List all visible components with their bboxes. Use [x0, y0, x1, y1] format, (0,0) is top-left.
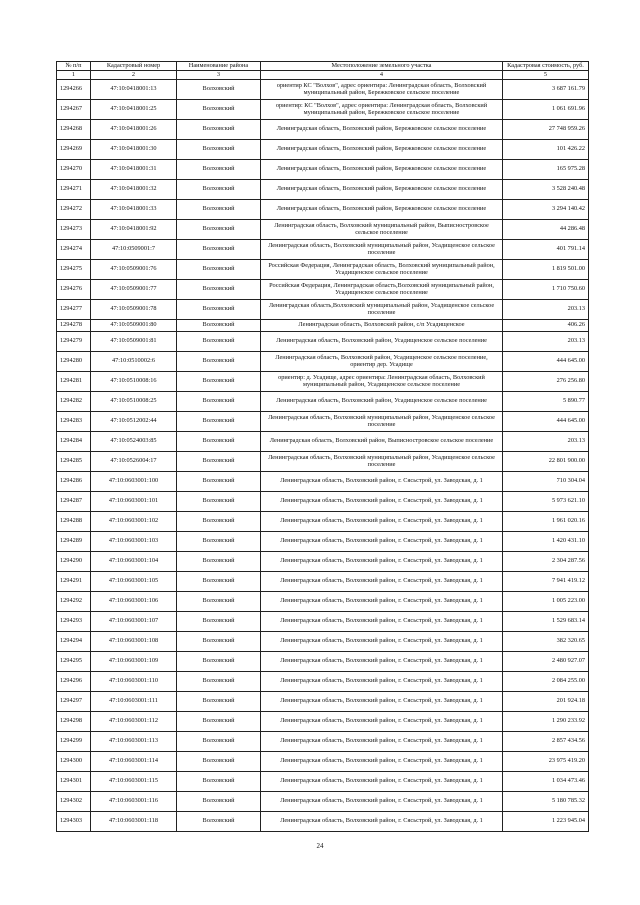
location-cell: Ленинградская область, Волховский район, г. Сясьстрой, ул. Заводская, д. 1	[261, 652, 503, 672]
cadastral-value-cell: 3 528 240.48	[503, 180, 589, 200]
location-cell: Ленинградская область, Волховский район, г. Сясьстрой, ул. Заводская, д. 1	[261, 472, 503, 492]
row-number-cell: 1294276	[57, 280, 91, 300]
table-row	[57, 492, 589, 512]
row-number-cell: 1294275	[57, 260, 91, 280]
cadastral-number-cell: 47:10:0509001:80	[91, 320, 177, 332]
district-cell: Волховский	[177, 220, 261, 240]
location-cell: Ленинградская область, Волховский район, г. Сясьстрой, ул. Заводская, д. 1	[261, 772, 503, 792]
row-number-cell: 1294283	[57, 412, 91, 432]
cadastral-number-cell: 47:10:0510008:16	[91, 372, 177, 392]
district-cell: Волховский	[177, 792, 261, 812]
cadastral-value-cell: 5 890.77	[503, 392, 589, 412]
row-number-cell: 1294287	[57, 492, 91, 512]
cadastral-number-cell: 47:10:0603001:103	[91, 532, 177, 552]
row-number-cell: 1294296	[57, 672, 91, 692]
column-number: 3	[177, 71, 261, 80]
district-cell: Волховский	[177, 732, 261, 752]
district-cell: Волховский	[177, 432, 261, 452]
row-number-cell: 1294302	[57, 792, 91, 812]
district-cell: Волховский	[177, 572, 261, 592]
district-cell: Волховский	[177, 352, 261, 372]
cadastral-number-cell: 47:10:0603001:118	[91, 812, 177, 832]
district-cell: Волховский	[177, 552, 261, 572]
page-number: 24	[316, 842, 324, 850]
district-cell: Волховский	[177, 412, 261, 432]
cadastral-number-cell: 47:10:0603001:101	[91, 492, 177, 512]
table-row	[57, 320, 589, 332]
location-cell: Ленинградская область, Волховский муниципальный район, Усадищенское сельское поселение	[261, 452, 503, 472]
location-cell: Российская Федерация, Ленинградская область,Волховский муниципальный район, Усадищенское сельское поселение	[261, 280, 503, 300]
cadastral-value-cell: 1 223 945.04	[503, 812, 589, 832]
table-row	[57, 392, 589, 412]
cadastral-value-cell: 2 857 434.56	[503, 732, 589, 752]
district-cell: Волховский	[177, 120, 261, 140]
location-cell: Ленинградская область, Волховский муниципальный район, Выписностровское сельское поселение	[261, 220, 503, 240]
district-cell: Волховский	[177, 300, 261, 320]
row-number-cell: 1294270	[57, 160, 91, 180]
cadastral-value-cell: 203.13	[503, 332, 589, 352]
district-cell: Волховский	[177, 672, 261, 692]
cadastral-number-cell: 47:10:0526004:17	[91, 452, 177, 472]
cadastral-number-cell: 47:10:0603001:107	[91, 612, 177, 632]
table-row	[57, 592, 589, 612]
cadastral-number-cell: 47:10:0603001:105	[91, 572, 177, 592]
location-cell: Ленинградская область, Волховский район, г. Сясьстрой, ул. Заводская, д. 1	[261, 552, 503, 572]
cadastral-value-cell: 2 084 255.00	[503, 672, 589, 692]
cadastral-value-cell: 203.13	[503, 432, 589, 452]
row-number-cell: 1294281	[57, 372, 91, 392]
cadastral-value-table	[56, 61, 589, 832]
row-number-cell: 1294300	[57, 752, 91, 772]
table-row	[57, 612, 589, 632]
cadastral-number-cell: 47:10:0603001:102	[91, 512, 177, 532]
location-cell: Ленинградская область, Волховский муниципальный район, Усадищенское сельское поселение	[261, 240, 503, 260]
district-cell: Волховский	[177, 652, 261, 672]
row-number-cell: 1294277	[57, 300, 91, 320]
row-number-cell: 1294301	[57, 772, 91, 792]
district-cell: Волховский	[177, 712, 261, 732]
district-cell: Волховский	[177, 260, 261, 280]
district-cell: Волховский	[177, 372, 261, 392]
cadastral-number-cell: 47:10:0509001:78	[91, 300, 177, 320]
row-number-cell: 1294273	[57, 220, 91, 240]
cadastral-value-cell: 444 645.00	[503, 412, 589, 432]
district-cell: Волховский	[177, 140, 261, 160]
cadastral-value-cell: 2 480 927.07	[503, 652, 589, 672]
cadastral-number-cell: 47:10:0418001:31	[91, 160, 177, 180]
table-row	[57, 772, 589, 792]
header-location: Местоположение земельного участка	[261, 62, 503, 71]
cadastral-number-cell: 47:10:0603001:111	[91, 692, 177, 712]
district-cell: Волховский	[177, 752, 261, 772]
cadastral-number-cell: 47:10:0418001:26	[91, 120, 177, 140]
district-cell: Волховский	[177, 332, 261, 352]
cadastral-value-cell: 3 687 161.79	[503, 80, 589, 100]
row-number-cell: 1294291	[57, 572, 91, 592]
cadastral-number-cell: 47:10:0603001:116	[91, 792, 177, 812]
location-cell: Ленинградская область, Волховский район, г. Сясьстрой, ул. Заводская, д. 1	[261, 672, 503, 692]
table-row	[57, 100, 589, 120]
cadastral-number-cell: 47:10:0524003:85	[91, 432, 177, 452]
location-cell: ориентир: КС "Волхов", адрес ориентира: Ленинградская область, Волховский муниципальный район, Бережковское сельское поселение	[261, 100, 503, 120]
row-number-cell: 1294279	[57, 332, 91, 352]
district-cell: Волховский	[177, 180, 261, 200]
table-row	[57, 160, 589, 180]
cadastral-value-cell: 382 320.65	[503, 632, 589, 652]
cadastral-number-cell: 47:10:0603001:110	[91, 672, 177, 692]
cadastral-value-cell: 5 180 785.32	[503, 792, 589, 812]
cadastral-value-cell: 1 005 223.00	[503, 592, 589, 612]
table-row	[57, 140, 589, 160]
row-number-cell: 1294295	[57, 652, 91, 672]
row-number-cell: 1294289	[57, 532, 91, 552]
row-number-cell: 1294268	[57, 120, 91, 140]
cadastral-value-cell: 203.13	[503, 300, 589, 320]
row-number-cell: 1294269	[57, 140, 91, 160]
table-row	[57, 812, 589, 832]
district-cell: Волховский	[177, 692, 261, 712]
table-row	[57, 732, 589, 752]
district-cell: Волховский	[177, 512, 261, 532]
cadastral-value-cell: 27 748 959.26	[503, 120, 589, 140]
cadastral-value-cell: 7 941 419.12	[503, 572, 589, 592]
location-cell: Ленинградская область,Волховский муниципальный район, Усадищенское сельское поселение	[261, 300, 503, 320]
row-number-cell: 1294282	[57, 392, 91, 412]
column-number: 2	[91, 71, 177, 80]
cadastral-value-cell: 1 819 501.00	[503, 260, 589, 280]
table-row	[57, 532, 589, 552]
row-number-cell: 1294285	[57, 452, 91, 472]
location-cell: Ленинградская область, Волховский район, Бережковское сельское поселение	[261, 140, 503, 160]
row-number-cell: 1294298	[57, 712, 91, 732]
cadastral-value-cell: 5 973 621.10	[503, 492, 589, 512]
cadastral-value-cell: 1 290 233.92	[503, 712, 589, 732]
district-cell: Волховский	[177, 80, 261, 100]
row-number-cell: 1294293	[57, 612, 91, 632]
location-cell: Ленинградская область, Волховский район, г. Сясьстрой, ул. Заводская, д. 1	[261, 692, 503, 712]
location-cell: Российская Федерация, Ленинградская область, Волховский муниципальный район, Усадищенское сельское поселение	[261, 260, 503, 280]
cadastral-number-cell: 47:10:0603001:115	[91, 772, 177, 792]
district-cell: Волховский	[177, 392, 261, 412]
table-row	[57, 220, 589, 240]
column-number: 5	[503, 71, 589, 80]
cadastral-number-cell: 47:10:0418001:25	[91, 100, 177, 120]
cadastral-value-cell: 101 426.22	[503, 140, 589, 160]
location-cell: Ленинградская область, Волховский муниципальный район, Усадищенское сельское поселение	[261, 412, 503, 432]
location-cell: Ленинградская область, Волховский район, Бережковское сельское поселение	[261, 120, 503, 140]
cadastral-value-cell: 3 294 140.42	[503, 200, 589, 220]
cadastral-number-cell: 47:10:0418001:13	[91, 80, 177, 100]
cadastral-number-cell: 47:10:0512002:44	[91, 412, 177, 432]
header-district-name: Наименование района	[177, 62, 261, 71]
cadastral-value-cell: 401 791.14	[503, 240, 589, 260]
location-cell: Ленинградская область, Волховский район, г. Сясьстрой, ул. Заводская, д. 1	[261, 792, 503, 812]
cadastral-number-cell: 47:10:0418001:32	[91, 180, 177, 200]
column-number: 4	[261, 71, 503, 80]
row-number-cell: 1294266	[57, 80, 91, 100]
row-number-cell: 1294290	[57, 552, 91, 572]
column-number: 1	[57, 71, 91, 80]
row-number-cell: 1294272	[57, 200, 91, 220]
row-number-cell: 1294286	[57, 472, 91, 492]
location-cell: Ленинградская область, Волховский район, г. Сясьстрой, ул. Заводская, д. 1	[261, 512, 503, 532]
cadastral-number-cell: 47:10:0418001:33	[91, 200, 177, 220]
location-cell: Ленинградская область, Волховский район, Усадищенское сельское поселение	[261, 392, 503, 412]
location-cell: Ленинградская область, Волховский район, г. Сясьстрой, ул. Заводская, д. 1	[261, 492, 503, 512]
cadastral-value-cell: 276 256.80	[503, 372, 589, 392]
location-cell: Ленинградская область, Волховский район, Бережковское сельское поселение	[261, 160, 503, 180]
location-cell: Ленинградская область, Волховский район, Бережковское сельское поселение	[261, 200, 503, 220]
table-row	[57, 352, 589, 372]
row-number-cell: 1294274	[57, 240, 91, 260]
cadastral-number-cell: 47:10:0418001:92	[91, 220, 177, 240]
cadastral-value-cell: 710 304.04	[503, 472, 589, 492]
district-cell: Волховский	[177, 320, 261, 332]
cadastral-number-cell: 47:10:0603001:113	[91, 732, 177, 752]
table-row	[57, 332, 589, 352]
table-row	[57, 752, 589, 772]
cadastral-value-cell: 44 286.48	[503, 220, 589, 240]
table-row	[57, 80, 589, 100]
table-row	[57, 632, 589, 652]
district-cell: Волховский	[177, 160, 261, 180]
cadastral-number-cell: 47:10:0603001:100	[91, 472, 177, 492]
table-body	[57, 80, 589, 832]
row-number-cell: 1294299	[57, 732, 91, 752]
district-cell: Волховский	[177, 472, 261, 492]
table-row	[57, 512, 589, 532]
table-row	[57, 280, 589, 300]
table-row	[57, 372, 589, 392]
location-cell: Ленинградская область, Волховский район, г. Сясьстрой, ул. Заводская, д. 1	[261, 732, 503, 752]
column-numbers-row	[57, 71, 589, 80]
location-cell: Ленинградская область, Волховский район, г. Сясьстрой, ул. Заводская, д. 1	[261, 752, 503, 772]
cadastral-value-cell: 1 420 431.10	[503, 532, 589, 552]
table-row	[57, 240, 589, 260]
district-cell: Волховский	[177, 812, 261, 832]
row-number-cell: 1294271	[57, 180, 91, 200]
table-row	[57, 712, 589, 732]
row-number-cell: 1294280	[57, 352, 91, 372]
table-row	[57, 792, 589, 812]
location-cell: Ленинградская область, Волховский район, г. Сясьстрой, ул. Заводская, д. 1	[261, 712, 503, 732]
location-cell: Ленинградская область, Волховский район, с/п Усадищенское	[261, 320, 503, 332]
table-row	[57, 180, 589, 200]
location-cell: ориентир КС "Волхов", адрес ориентира: Ленинградская область, Волховский муниципальный район, Бережковское сельское поселение	[261, 80, 503, 100]
district-cell: Волховский	[177, 492, 261, 512]
location-cell: Ленинградская область, Волховский район, Усадищенское сельское поселение	[261, 332, 503, 352]
location-cell: Ленинградская область, Волховский район, Усадищенское сельское поселение, ориентир дер. Усадище	[261, 352, 503, 372]
location-cell: Ленинградская область, Волховский район, г. Сясьстрой, ул. Заводская, д. 1	[261, 532, 503, 552]
location-cell: Ленинградская область, Волховский район, Бережковское сельское поселение	[261, 180, 503, 200]
cadastral-value-cell: 1 710 750.60	[503, 280, 589, 300]
cadastral-number-cell: 47:10:0603001:114	[91, 752, 177, 772]
cadastral-value-cell: 1 529 683.14	[503, 612, 589, 632]
district-cell: Волховский	[177, 632, 261, 652]
table-row	[57, 452, 589, 472]
district-cell: Волховский	[177, 532, 261, 552]
cadastral-value-cell: 444 645.00	[503, 352, 589, 372]
cadastral-number-cell: 47:10:0509001:76	[91, 260, 177, 280]
row-number-cell: 1294297	[57, 692, 91, 712]
row-number-cell: 1294288	[57, 512, 91, 532]
cadastral-value-cell: 22 801 900.00	[503, 452, 589, 472]
header-cadastral-number: Кадастровый номер	[91, 62, 177, 71]
cadastral-value-cell: 1 034 473.46	[503, 772, 589, 792]
location-cell: Ленинградская область, Волховский район, г. Сясьстрой, ул. Заводская, д. 1	[261, 612, 503, 632]
header-row-number: № п/п	[57, 62, 91, 71]
row-number-cell: 1294303	[57, 812, 91, 832]
cadastral-value-cell: 406.26	[503, 320, 589, 332]
cadastral-number-cell: 47:10:0603001:106	[91, 592, 177, 612]
row-number-cell: 1294278	[57, 320, 91, 332]
location-cell: Ленинградская область, Волховский район, г. Сясьстрой, ул. Заводская, д. 1	[261, 632, 503, 652]
table-row	[57, 672, 589, 692]
cadastral-value-cell: 23 975 419.20	[503, 752, 589, 772]
cadastral-number-cell: 47:10:0603001:109	[91, 652, 177, 672]
cadastral-number-cell: 47:10:0603001:104	[91, 552, 177, 572]
table-row	[57, 552, 589, 572]
table-row	[57, 432, 589, 452]
cadastral-number-cell: 47:10:0509001:7	[91, 240, 177, 260]
table-header-row	[57, 62, 589, 71]
cadastral-number-cell: 47:10:0603001:112	[91, 712, 177, 732]
table-row	[57, 412, 589, 432]
table-row	[57, 260, 589, 280]
table-row	[57, 572, 589, 592]
district-cell: Волховский	[177, 100, 261, 120]
table-row	[57, 200, 589, 220]
row-number-cell: 1294284	[57, 432, 91, 452]
location-cell: Ленинградская область, Волховский район, г. Сясьстрой, ул. Заводская, д. 1	[261, 812, 503, 832]
cadastral-value-cell: 1 061 691.96	[503, 100, 589, 120]
row-number-cell: 1294292	[57, 592, 91, 612]
table-row	[57, 692, 589, 712]
cadastral-number-cell: 47:10:0418001:30	[91, 140, 177, 160]
cadastral-value-cell: 165 975.28	[503, 160, 589, 180]
cadastral-number-cell: 47:10:0603001:108	[91, 632, 177, 652]
district-cell: Волховский	[177, 240, 261, 260]
row-number-cell: 1294267	[57, 100, 91, 120]
table-row	[57, 300, 589, 320]
district-cell: Волховский	[177, 772, 261, 792]
district-cell: Волховский	[177, 612, 261, 632]
table-row	[57, 472, 589, 492]
header-cadastral-value: Кадастровая стоимость, руб.	[503, 62, 589, 71]
cadastral-number-cell: 47:10:0509001:77	[91, 280, 177, 300]
location-cell: Ленинградская область, Волховский район, г. Сясьстрой, ул. Заводская, д. 1	[261, 572, 503, 592]
location-cell: Ленинградская область, Волховский район, г. Сясьстрой, ул. Заводская, д. 1	[261, 592, 503, 612]
location-cell: Ленинградская область, Волховский район, Выписностровское сельское поселение	[261, 432, 503, 452]
cadastral-value-cell: 2 304 287.56	[503, 552, 589, 572]
table-row	[57, 652, 589, 672]
cadastral-value-cell: 1 961 020.16	[503, 512, 589, 532]
cadastral-number-cell: 47:10:0509001:81	[91, 332, 177, 352]
cadastral-number-cell: 47:10:0510008:25	[91, 392, 177, 412]
cadastral-number-cell: 47:10:0510002:6	[91, 352, 177, 372]
district-cell: Волховский	[177, 280, 261, 300]
table-row	[57, 120, 589, 140]
row-number-cell: 1294294	[57, 632, 91, 652]
district-cell: Волховский	[177, 200, 261, 220]
location-cell: ориентир: д. Усадище, адрес ориентира: Ленинградская область, Волховский муниципальный район, Усадищенское сельское поселение	[261, 372, 503, 392]
district-cell: Волховский	[177, 592, 261, 612]
district-cell: Волховский	[177, 452, 261, 472]
cadastral-value-cell: 201 924.18	[503, 692, 589, 712]
